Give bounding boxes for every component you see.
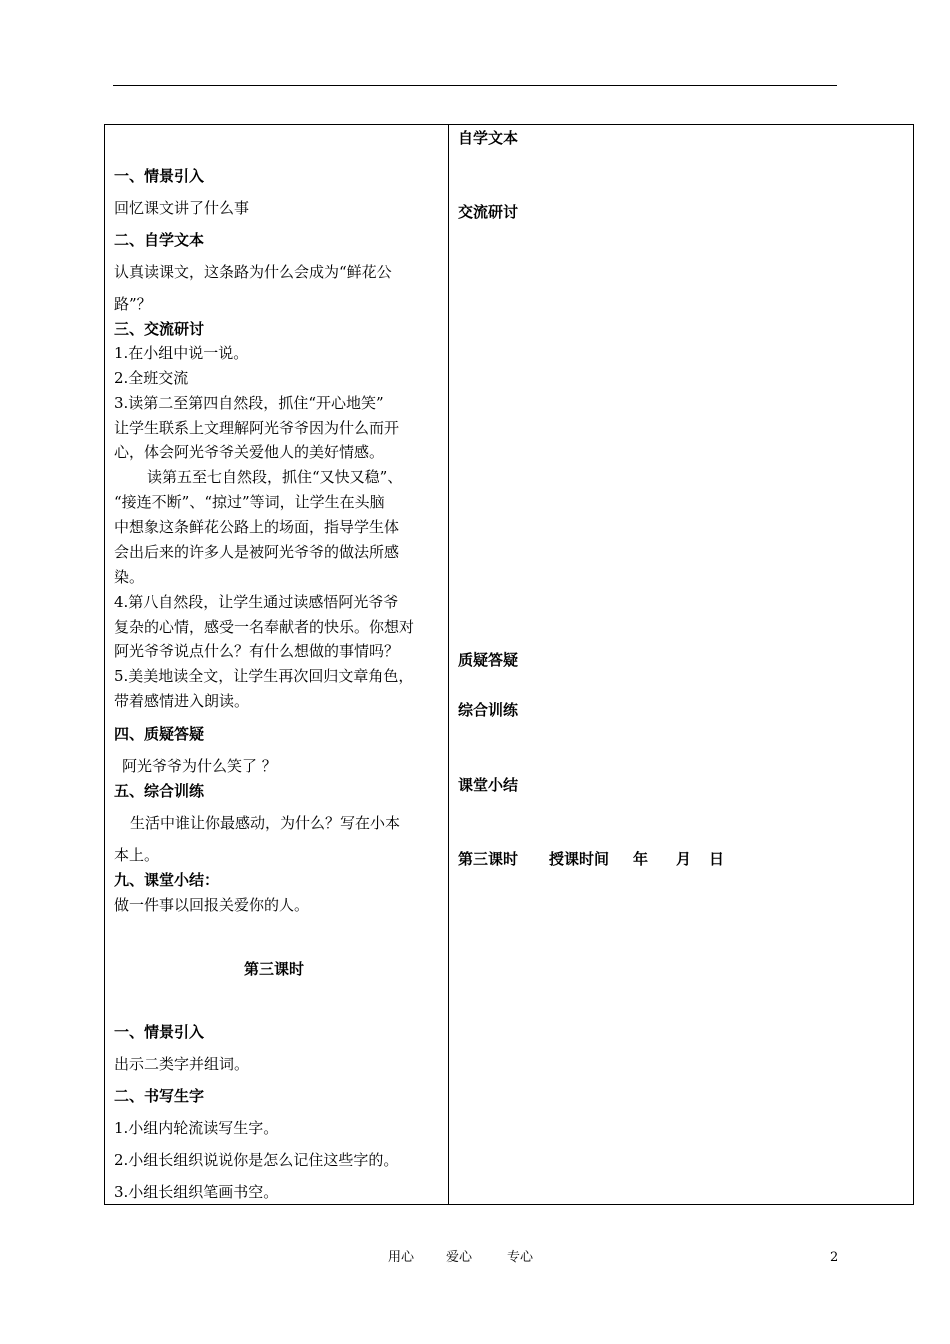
list-item: 1.小组内轮流读写生字。 bbox=[114, 1119, 279, 1137]
section-heading: 五、综合训练 bbox=[114, 782, 205, 800]
paragraph-line: 心，体会阿光爷爷关爱他人的美好情感。 bbox=[114, 443, 385, 461]
footer-word: 用心 bbox=[388, 1250, 415, 1265]
paragraph-line: 读第五至七自然段，抓住“又快又稳”、 bbox=[147, 468, 403, 486]
list-item: 4.第八自然段，让学生通过读感悟阿光爷爷 bbox=[114, 593, 399, 611]
right-label-summary: 课堂小结 bbox=[458, 776, 519, 794]
section-text: 认真读课文，这条路为什么会成为“鲜花公 bbox=[114, 263, 392, 281]
section-text: 出示二类字并组词。 bbox=[114, 1055, 250, 1073]
section-heading: 一、情景引入 bbox=[114, 1023, 205, 1041]
list-item: 3.读第二至第四自然段，抓住“开心地笑” bbox=[114, 394, 384, 412]
section-heading: 二、自学文本 bbox=[114, 231, 205, 249]
paragraph-line: 阿光爷爷说点什么？有什么想做的事情吗？ bbox=[114, 642, 400, 660]
section-heading: 九、课堂小结： bbox=[114, 871, 220, 889]
section-heading: 二、书写生字 bbox=[114, 1087, 205, 1105]
paragraph-line: 会出后来的许多人是被阿光爷爷的做法所感 bbox=[114, 543, 400, 561]
header-rule bbox=[113, 85, 837, 86]
list-item: 1.在小组中说一说。 bbox=[114, 344, 249, 362]
list-item: 2.小组长组织说说你是怎么记住这些字的。 bbox=[114, 1151, 399, 1169]
list-item: 5.美美地读全文，让学生再次回归文章角色， bbox=[114, 667, 414, 685]
section-heading: 四、质疑答疑 bbox=[114, 725, 205, 743]
paragraph-line: 复杂的心情，感受一名奉献者的快乐。你想对 bbox=[114, 618, 415, 636]
section-heading: 三、交流研讨 bbox=[114, 320, 205, 338]
month-label: 月 bbox=[676, 850, 692, 868]
section-text: 阿光爷爷为什么笑了 ？ bbox=[122, 757, 277, 775]
paragraph-line: 带着感情进入朗读。 bbox=[114, 692, 250, 710]
right-label-self-study: 自学文本 bbox=[458, 129, 519, 147]
list-item: 2.全班交流 bbox=[114, 369, 189, 387]
teach-time-label: 授课时间 bbox=[549, 850, 610, 868]
section-heading: 一、情景引入 bbox=[114, 167, 205, 185]
section-text: 做一件事以回报关爱你的人。 bbox=[114, 896, 310, 914]
paragraph-line: “接连不断”、“掠过”等词，让学生在头脑 bbox=[114, 493, 385, 511]
footer-word: 专心 bbox=[507, 1250, 534, 1265]
day-label: 日 bbox=[709, 850, 725, 868]
list-item: 3.小组长组织笔画书空。 bbox=[114, 1183, 279, 1201]
section-text: 回忆课文讲了什么事 bbox=[114, 199, 250, 217]
column-divider bbox=[448, 125, 449, 1204]
lesson-title: 第三课时 bbox=[244, 960, 305, 978]
paragraph-line: 中想象这条鲜花公路上的场面，指导学生体 bbox=[114, 518, 400, 536]
right-label-discussion: 交流研讨 bbox=[458, 203, 519, 221]
paragraph-line: 让学生联系上文理解阿光爷爷因为什么而开 bbox=[114, 419, 400, 437]
footer-word: 爱心 bbox=[446, 1250, 473, 1265]
right-lesson3-label: 第三课时 bbox=[458, 850, 519, 868]
right-label-training: 综合训练 bbox=[458, 701, 519, 719]
section-text: 本上。 bbox=[114, 846, 160, 864]
page-number: 2 bbox=[830, 1250, 839, 1265]
right-label-qa: 质疑答疑 bbox=[458, 651, 519, 669]
section-text: 生活中谁让你最感动，为什么？写在小本 bbox=[130, 814, 401, 832]
paragraph-line: 染。 bbox=[114, 568, 145, 586]
year-label: 年 bbox=[633, 850, 649, 868]
section-text: 路”？ bbox=[114, 295, 152, 313]
